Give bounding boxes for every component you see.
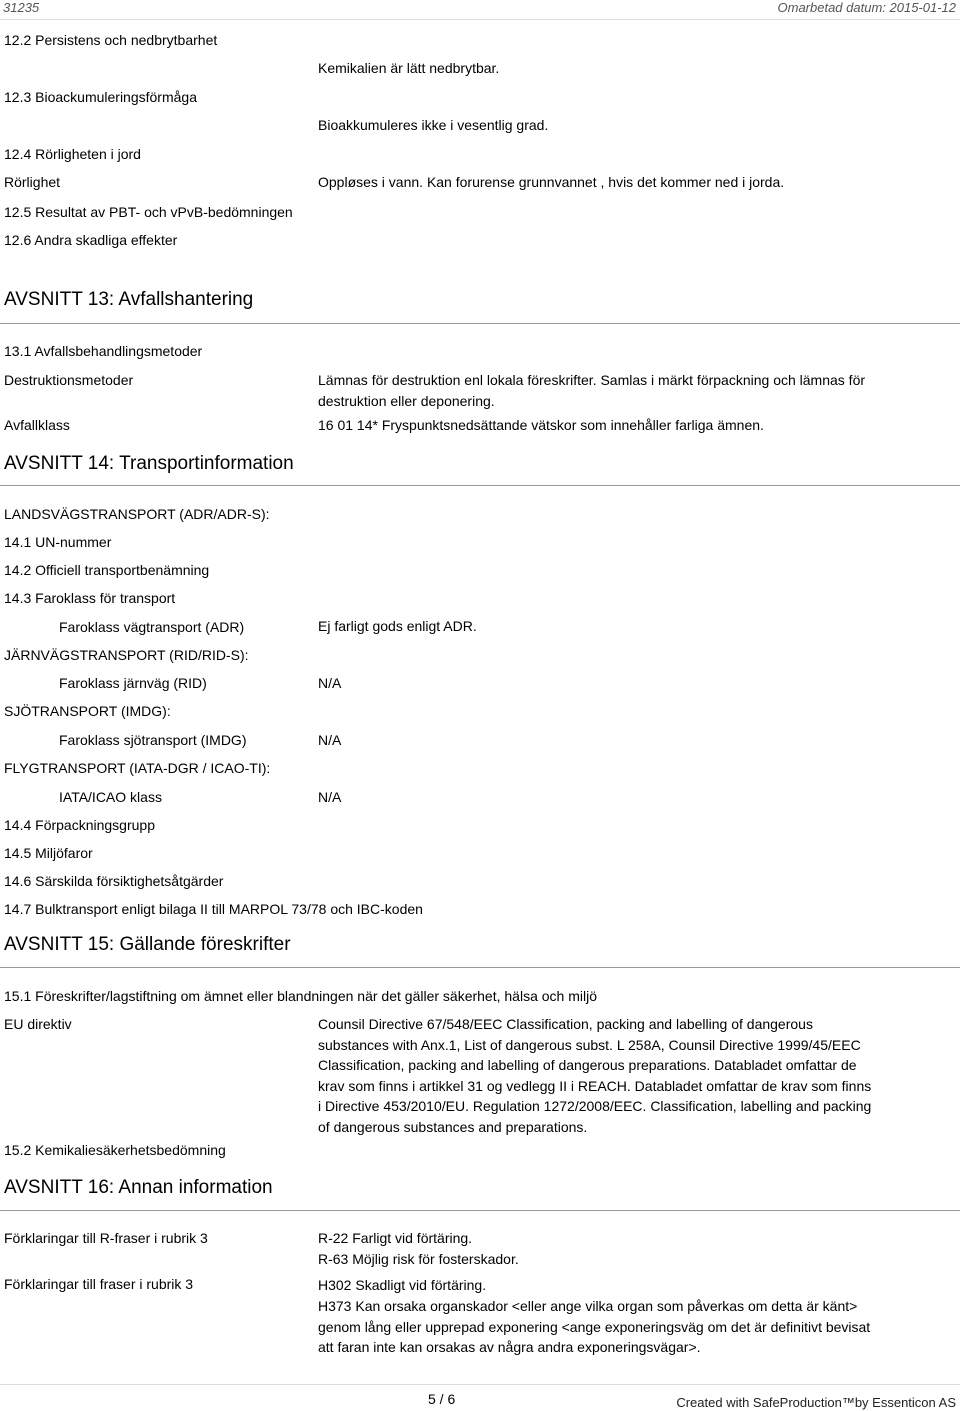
- waste-class-value: 16 01 14* Fryspunktsnedsättande vätskor som innehåller farliga ämnen.: [318, 417, 764, 433]
- environmental-hazards-label: 14.5 Miljöfaror: [4, 845, 93, 861]
- creator-credit: Created with SafeProduction™by Essenticon AS: [676, 1395, 956, 1410]
- eu-directive-label: EU direktiv: [4, 1016, 72, 1032]
- iata-class-value: N/A: [318, 789, 342, 805]
- eu-directive-value: Counsil Directive 67/548/EEC Classification, packing and labelling of dangerous substances with Anx.1, List of dangerous subst. L 258A, Counsil Directive 1999/45/EEC Classification, packing and labelling of dangerous preparations. Databladet omfattar de krav som finns i artikkel 31 og vedlegg II i REACH. Databladet omfattar de krav som finns i Directive 453/2010/EU. Regulation 1272/2008/EEC. Classification, labelling and packing of dangerous substances and preparations.: [318, 1016, 872, 1135]
- destruction-methods-label: Destruktionsmetoder: [4, 372, 134, 388]
- bioaccumulation-value: Bioakkumuleres ikke i vesentlig grad.: [318, 117, 549, 133]
- un-number-label: 14.1 UN-nummer: [4, 534, 112, 550]
- packing-group-label: 14.4 Förpackningsgrupp: [4, 817, 155, 833]
- section-14-divider: [0, 485, 960, 486]
- waste-class-label: Avfallklass: [4, 417, 70, 433]
- persistence-value: Kemikalien är lätt nedbrytbar.: [318, 60, 500, 76]
- rail-transport-label: JÄRNVÄGSTRANSPORT (RID/RID-S):: [4, 647, 249, 663]
- section-16-heading: AVSNITT 16: Annan information: [4, 1177, 273, 1198]
- other-effects-label: 12.6 Andra skadliga effekter: [4, 232, 178, 248]
- section-13-heading: AVSNITT 13: Avfallshantering: [4, 289, 254, 310]
- persistence-label: 12.2 Persistens och nedbrytbarhet: [4, 32, 218, 48]
- document-number: 31235: [3, 0, 40, 15]
- revision-date: Omarbetad datum: 2015-01-12: [777, 0, 956, 15]
- mobility-value: Oppløses i vann. Kan forurense grunnvannet , hvis det kommer ned i jorda.: [318, 174, 785, 190]
- bioaccumulation-label: 12.3 Bioackumuleringsförmåga: [4, 89, 197, 105]
- section-16-divider: [0, 1210, 960, 1211]
- chemical-safety-label: 15.2 Kemikaliesäkerhetsbedömning: [4, 1142, 226, 1158]
- section-15-heading: AVSNITT 15: Gällande föreskrifter: [4, 934, 291, 955]
- page-number: 5 / 6: [428, 1391, 456, 1407]
- imdg-class-label: Faroklass sjötransport (IMDG): [59, 732, 247, 748]
- pbt-label: 12.5 Resultat av PBT- och vPvB-bedömningen: [4, 204, 293, 220]
- footer-divider: [0, 1384, 960, 1385]
- adr-class-value: Ej farligt gods enligt ADR.: [318, 618, 477, 634]
- adr-class-label: Faroklass vägtransport (ADR): [59, 619, 245, 635]
- hazard-class-label: 14.3 Faroklass för transport: [4, 590, 176, 606]
- waste-methods-label: 13.1 Avfallsbehandlingsmetoder: [4, 343, 203, 359]
- special-precautions-label: 14.6 Särskilda försiktighetsåtgärder: [4, 873, 224, 889]
- iata-class-label: IATA/ICAO klass: [59, 789, 162, 805]
- h-phrase-302: H302 Skadligt vid förtäring.: [318, 1277, 487, 1293]
- road-transport-label: LANDSVÄGSTRANSPORT (ADR/ADR-S):: [4, 506, 270, 522]
- rid-class-value: N/A: [318, 675, 342, 691]
- section-13-divider: [0, 323, 960, 324]
- section-15-divider: [0, 967, 960, 968]
- regulations-label: 15.1 Föreskrifter/lagstiftning om ämnet eller blandningen när det gäller säkerhet, hälsa och miljö: [4, 988, 597, 1004]
- bulk-transport-label: 14.7 Bulktransport enligt bilaga II till MARPOL 73/78 och IBC-koden: [4, 901, 423, 917]
- h-phrase-373: H373 Kan orsaka organskador <eller ange vilka organ som påverkas om detta är känt> genom lång eller upprepad exponering <ange exponeringsväg om det är definitivt bevisat att faran inte kan orsakas av några andra exponeringsvägar>.: [318, 1298, 871, 1355]
- soil-mobility-label: 12.4 Rörligheten i jord: [4, 146, 141, 162]
- section-14-heading: AVSNITT 14: Transportinformation: [4, 453, 294, 474]
- r-phrase-22: R-22 Farligt vid förtäring.: [318, 1230, 473, 1246]
- h-phrases-label: Förklaringar till fraser i rubrik 3: [4, 1276, 194, 1292]
- rid-class-label: Faroklass järnväg (RID): [59, 675, 207, 691]
- r-phrase-63: R-63 Möjlig risk för fosterskador.: [318, 1251, 519, 1267]
- shipping-name-label: 14.2 Officiell transportbenämning: [4, 562, 210, 578]
- destruction-methods-value: Lämnas för destruktion enl lokala föreskrifter. Samlas i märkt förpackning och lämnas för destruktion eller deponering.: [318, 372, 866, 409]
- header-divider: [0, 19, 960, 20]
- mobility-label: Rörlighet: [4, 174, 61, 190]
- r-phrases-label: Förklaringar till R-fraser i rubrik 3: [4, 1230, 208, 1246]
- imdg-class-value: N/A: [318, 732, 342, 748]
- air-transport-label: FLYGTRANSPORT (IATA-DGR / ICAO-TI):: [4, 760, 271, 776]
- sea-transport-label: SJÖTRANSPORT (IMDG):: [4, 703, 171, 719]
